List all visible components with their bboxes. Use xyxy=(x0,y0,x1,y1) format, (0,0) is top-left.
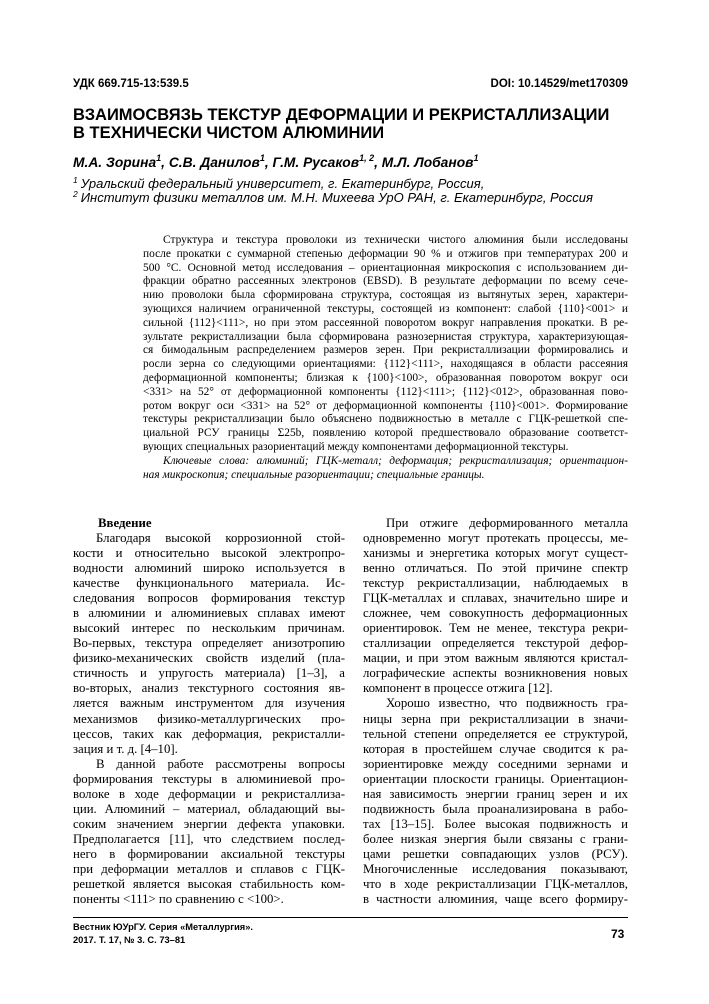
body-text-line: формирования текстуры в алюминиевой про- xyxy=(73,771,345,786)
journal-name: Вестник ЮУрГУ. Серия «Металлургия». xyxy=(73,921,253,932)
udc-code: УДК 669.715-13:539.5 xyxy=(73,78,189,90)
affiliation-text: Институт физики металлов им. М.Н. Михеева УрО РАН, г. Екатеринбург, Россия xyxy=(80,190,593,205)
body-text-line: в алюминии и алюминиевых сплавах имеют xyxy=(73,605,345,620)
author-separator: , xyxy=(374,155,382,170)
abstract-line: росли зерна со следующими ориентациями: {112}<111>, находящаяся в области рассеяния xyxy=(143,358,628,371)
body-text-line: сложнее, чем совокупность деформационных xyxy=(363,605,628,620)
affiliation xyxy=(73,177,593,191)
journal-citation: 2017. Т. 17, № 3. С. 73–81 xyxy=(73,934,186,945)
body-text-line: в частности алюминия, чаще всего формиру- xyxy=(363,892,628,907)
abstract-line: нию проволоки была сформирована структура, состоящая из вытянутых зерен, характери- xyxy=(143,289,628,302)
affiliation-mark: 1 xyxy=(156,153,162,163)
body-text-line: тельной степени определяется ее структурой, xyxy=(363,726,628,741)
abstract-line: деформационной компоненты; близкая к {100}<100>, образованная поворотом вокруг оси xyxy=(143,371,628,384)
abstract-line: Структура и текстура проволоки из технически чистого алюминия были исследованы xyxy=(163,234,628,246)
section-heading: Введение xyxy=(98,515,152,530)
author-separator: , xyxy=(264,155,273,170)
abstract-line: ротом вокруг оси <331> на 52° от деформационной компоненты {110}<001>. Формирование xyxy=(143,399,628,412)
keywords xyxy=(143,455,628,483)
body-text-line: ции. Алюминий – материал, обладающий вы- xyxy=(73,801,345,816)
body-column-right xyxy=(363,516,628,908)
body-text-line: лографические аспекты возникновения новых xyxy=(363,666,628,681)
body-text-line: что в ходе рекристаллизации ГЦК-металлов, xyxy=(363,877,628,892)
body-text-line: В данной работе рассмотрены вопросы xyxy=(96,756,345,771)
body-text-line: Многочисленные исследования показывают, xyxy=(363,862,628,877)
abstract-line: <331> на 52° от деформационной компоненты {112}<111>; {112}<012>, образованная пово- xyxy=(143,385,628,398)
affiliation-number: 2 xyxy=(73,189,78,199)
body-text-line: При отжиге деформированного металла xyxy=(386,515,628,530)
body-text-line: мации, и при этом важным являются кристал- xyxy=(363,651,628,666)
body-text-line: венно отличаться. По этой причине спектр xyxy=(363,560,628,575)
body-text-line: цессов, таких как деформация, рекристалли- xyxy=(73,726,345,741)
body-text-line: следования вопросов формирования текстур xyxy=(73,590,345,605)
body-text-line: механизмов физико-металлургических про- xyxy=(73,711,345,726)
abstract-line: сильной {112}<111>, но при этом рассеянной поворотом вокруг направления прокатки. В ре- xyxy=(143,316,628,329)
body-text-line: него в формировании аксиальной текстуры xyxy=(73,847,345,862)
abstract xyxy=(143,234,628,455)
affiliation-mark: 1 xyxy=(473,153,479,163)
body-text-line: во-вторых, анализ текстурного состояния яв- xyxy=(73,681,345,696)
body-text-line: соким значением энергии дефекта упаковки. xyxy=(73,817,345,832)
body-text-line: ляется важным инструментом для изучения xyxy=(73,696,345,711)
body-text-line: подвижность была проанализирована в рабо- xyxy=(363,801,628,816)
body-text-line: физико-механических свойств изделий (пла- xyxy=(73,651,345,666)
body-text-line: водности алюминий широко используется в xyxy=(73,560,345,575)
affiliation-list xyxy=(73,177,593,205)
article-title xyxy=(73,106,673,142)
affiliation-mark: 1 xyxy=(259,153,265,163)
body-text-line: ницы зерна при рекристаллизации в значи- xyxy=(363,711,628,726)
page-footer xyxy=(73,921,253,947)
body-text-line: Хорошо известно, что подвижность гра- xyxy=(386,696,628,711)
abstract-line: вующих специальных разориентаций между компонентами деформационной текстуры. xyxy=(143,440,569,453)
abstract-line: фракции обратно рассеянных электронов (EBSD). В результате деформации по всему сече- xyxy=(143,275,628,288)
body-text-line: ориентировок. Тем не менее, текстура рекри- xyxy=(363,621,628,636)
affiliation xyxy=(73,191,593,205)
doi-identifier: DOI: 10.14529/met170309 xyxy=(490,78,628,90)
body-text-line: сталлизации определяется текстурой дефор- xyxy=(363,636,628,651)
body-text-line: волоке в ходе деформации и рекристаллиза- xyxy=(73,786,345,801)
abstract-line: циальной РСУ границы Σ25b, появлению которой предшествовало образование соответст- xyxy=(143,427,628,440)
affiliation-text: Уральский федеральный университет, г. Екатеринбург, Россия, xyxy=(80,176,485,191)
body-text-line: стичность и упругость материала) [1–3], а xyxy=(73,666,345,681)
body-text-line: качестве функционального материала. Ис- xyxy=(73,575,345,590)
body-text-line: поненты <111> по сравнению с <100>. xyxy=(73,892,284,907)
body-text-line: Во-первых, текстура определяет анизотропию xyxy=(73,636,345,651)
footer-divider xyxy=(73,917,628,918)
abstract-line: зующихся наличием ограниченной текстуры, состоящей из компонент: слабой {110}<001> и xyxy=(143,302,628,315)
body-text-line: при деформации металлов и сплавов с ГЦК- xyxy=(73,862,345,877)
author-name: М.А. Зорина xyxy=(73,155,157,170)
affiliation-mark: 1, 2 xyxy=(359,153,375,163)
page-number: 73 xyxy=(611,927,625,941)
body-text-line: ориентации плоскости границы. Ориентацион- xyxy=(363,771,628,786)
abstract-line: после прокатки с суммарной степенью деформации 90 % и отжигов при температурах 200 и xyxy=(143,247,628,260)
body-text-line: текстур рекристаллизации, наблюдаемых в xyxy=(363,575,628,590)
body-text-line: компонент в процессе отжига [12]. xyxy=(363,681,553,696)
body-text-line: высокий интерес по нескольким причинам. xyxy=(73,621,345,636)
keywords-line: Ключевые слова: алюминий; ГЦК-металл; деформация; рекристаллизация; ориентацион- xyxy=(163,454,628,467)
body-text-line: одновременно могут протекать процессы, ме- xyxy=(363,530,628,545)
author-separator: , xyxy=(161,155,169,170)
body-text-line: решеткой является высокая стабильность ком- xyxy=(73,877,345,892)
body-text-line: зация и т. д. [4–10]. xyxy=(73,741,178,756)
body-text-line: тах [13–15]. Более высокая подвижность и xyxy=(363,817,628,832)
body-text-line: более низкая энергия были связаны с грани- xyxy=(363,832,628,847)
page-header xyxy=(73,77,628,91)
author-name: Г.М. Русаков xyxy=(272,155,360,170)
body-column-left xyxy=(73,516,345,908)
body-text-line: Предполагается [11], что следствием послед- xyxy=(73,832,345,847)
abstract-line: 500 °С. Основной метод исследования – ориентационная микроскопия с использованием ди- xyxy=(143,261,628,274)
body-text-line: цами решетки совпадающих узлов (РСУ). xyxy=(363,847,628,862)
body-text-line: которая в простейшем случае сводится к ра- xyxy=(363,741,628,756)
author-list xyxy=(73,154,478,173)
abstract-line: текстуры рекристаллизации было объяснено подвижностью в металле с ГЦК-решеткой спе- xyxy=(143,413,628,426)
body-text-line: ная зависимость энергии границ зерен и их xyxy=(363,786,628,801)
body-text-line: ГЦК-металлах и сплавах, значительно шире и xyxy=(363,590,628,605)
body-text-line: кости и относительно высокой электропро- xyxy=(73,545,345,560)
abstract-line: ся бимодальным распределением размеров зерен. При рекристаллизации формировались и xyxy=(143,344,628,357)
body-text-line: зориентировке между соседними зернами и xyxy=(363,756,628,771)
abstract-line: зультате рекристаллизации была сформирована разнозернистая структура, характеризующая- xyxy=(143,330,628,343)
affiliation-number: 1 xyxy=(73,175,78,185)
keywords-line: ная микроскопия; специальные разориентации; специальные границы. xyxy=(143,468,485,481)
author-name: М.Л. Лобанов xyxy=(381,155,474,170)
body-text-line: ханизмы и энергетика которых могут сущест- xyxy=(363,545,628,560)
body-text-line: Благодаря высокой коррозионной стой- xyxy=(96,530,345,545)
title-line: В ТЕХНИЧЕСКИ ЧИСТОМ АЛЮМИНИИ xyxy=(73,124,385,142)
title-line: ВЗАИМОСВЯЗЬ ТЕКСТУР ДЕФОРМАЦИИ И РЕКРИСТАЛЛИЗАЦИИ xyxy=(73,106,610,124)
author-name: С.В. Данилов xyxy=(168,155,260,170)
